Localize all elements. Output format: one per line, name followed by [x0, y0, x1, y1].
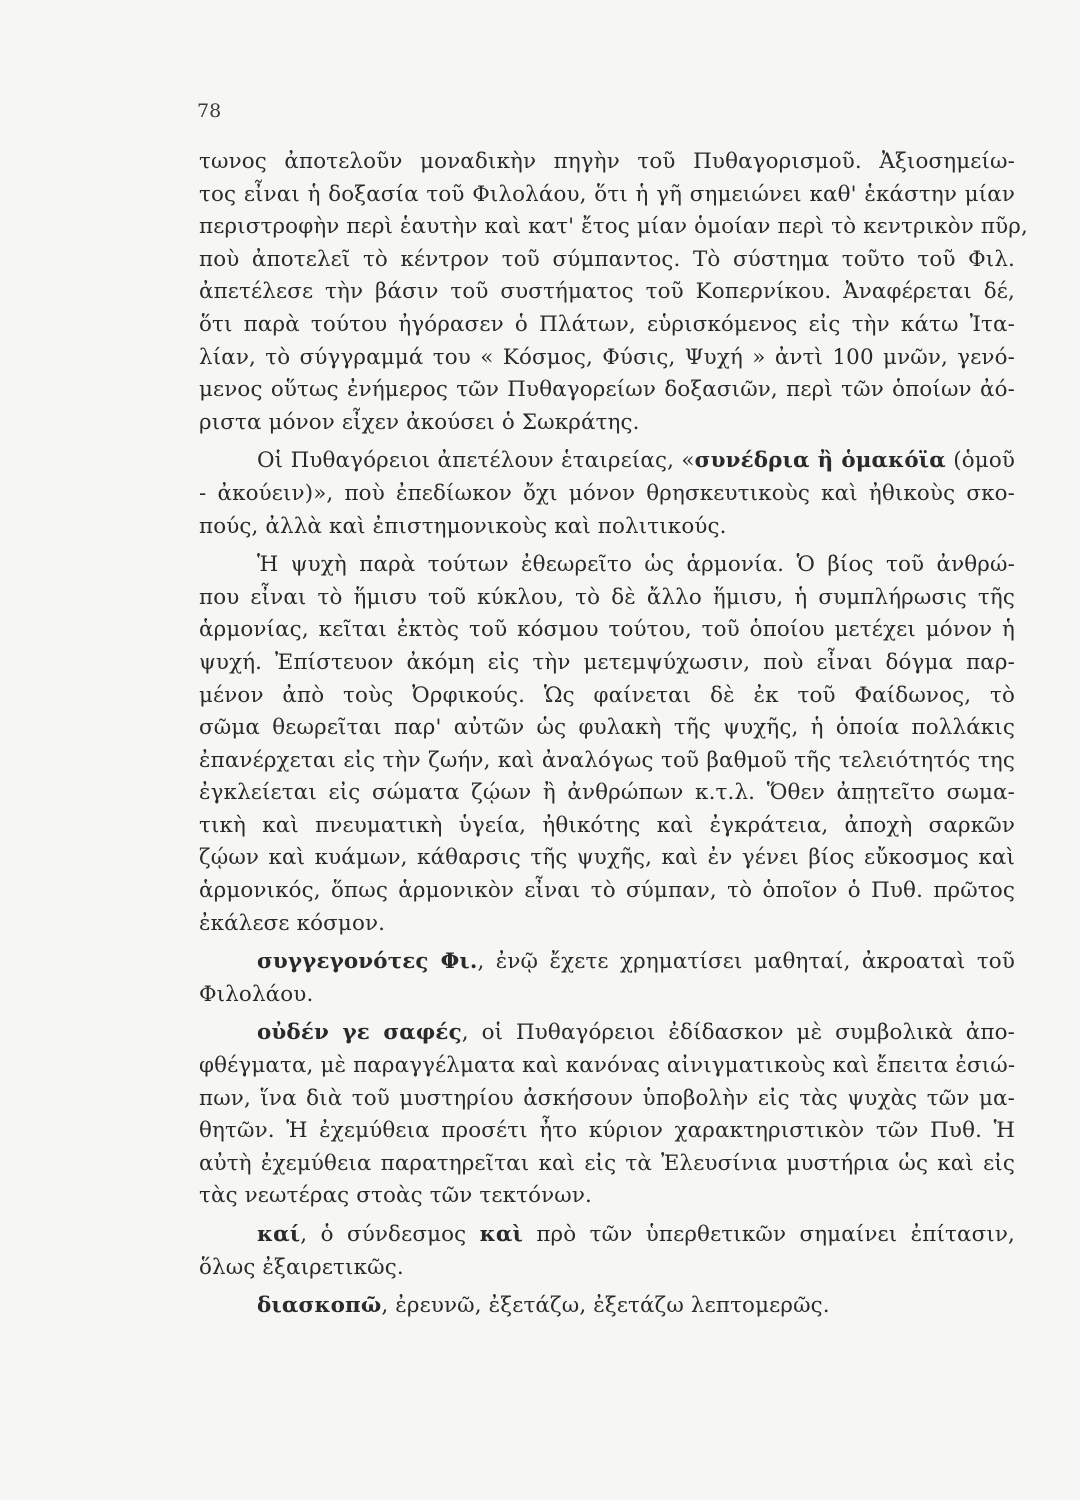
text-fragment: , οἱ Πυθαγόρειοι ἐδίδασκον μὲ συμβολικὰ ἀπο-	[461, 1020, 1015, 1046]
text-body	[199, 146, 1028, 1323]
text-fragment: πρὸ τῶν ὑπερθετικῶν σημαίνει ἐπίτασιν,	[522, 1222, 1015, 1247]
paragraph-2	[199, 445, 1015, 543]
text-line: ἁρμονικός, ὅπως ἁρμονικὸν εἶναι τὸ σύμπαν, τὸ ὁποῖον ὁ Πυθ. πρῶτος	[199, 878, 1015, 904]
text-line: ἐγκλείεται εἰς σώματα ζῴων ἢ ἀνθρώπων κ.τ.λ. Ὅθεν ἀπῃτεῖτο σωμα-	[199, 780, 1015, 806]
text-line: τωνος ἀποτελοῦν μοναδικὴν πηγὴν τοῦ Πυθαγορισμοῦ. Ἀξιοσημείω-	[199, 149, 1015, 174]
text-line: ποὺ ἀποτελεῖ τὸ κέντρον τοῦ σύμπαντος. Τὸ σύστημα τοῦτο τοῦ Φιλ.	[199, 246, 1015, 272]
text-line	[199, 946, 1015, 979]
bold-term: οὐδέν γε σαφές	[257, 1020, 462, 1046]
paragraph-7	[199, 1290, 1015, 1323]
text-fragment: (ὁμοῦ	[945, 448, 1015, 474]
bold-term: καὶ	[479, 1222, 523, 1247]
paragraph-4	[199, 946, 1015, 1011]
text-line: τικὴ καὶ πνευματικὴ ὑγεία, ἠθικότης καὶ ἐγκράτεια, ἀποχὴ σαρκῶν	[199, 812, 1015, 838]
text-line: ἐπανέρχεται εἰς τὴν ζωήν, καὶ ἀναλόγως τοῦ βαθμοῦ τῆς τελειότητός της	[199, 747, 1015, 773]
page-number: 78	[197, 100, 222, 122]
text-line: που εἶναι τὸ ἥμισυ τοῦ κύκλου, τὸ δὲ ἄλλο ἥμισυ, ἡ συμπλήρωσις τῆς	[199, 584, 1015, 610]
text-line: λίαν, τὸ σύγγραμμά του « Κόσμος, Φύσις, Ψυχή » ἀντὶ 100 μνῶν, γενό-	[199, 344, 1015, 370]
text-line: μενος οὕτως ἐνήμερος τῶν Πυθαγορείων δοξασιῶν, περὶ τῶν ὁποίων ἀό-	[199, 377, 1015, 403]
paragraph-5	[199, 1017, 1015, 1213]
text-line: ψυχή. Ἐπίστευον ἀκόμη εἰς τὴν μετεμψύχωσιν, ποὺ εἶναι δόγμα παρ-	[199, 649, 1015, 675]
text-line: θητῶν. Ἡ ἐχεμύθεια προσέτι ἦτο κύριον χαρακτηριστικὸν τῶν Πυθ. Ἡ	[199, 1118, 1015, 1144]
text-line: ἀπετέλεσε τὴν βάσιν τοῦ συστήματος τοῦ Κοπερνίκου. Ἀναφέρεται δέ,	[199, 279, 1015, 305]
text-fragment: , ὁ σύνδεσμος	[300, 1222, 480, 1247]
bold-term: καί	[257, 1222, 301, 1247]
text-fragment: Οἱ Πυθαγόρειοι ἀπετέλουν ἑταιρείας, «	[257, 448, 695, 474]
text-line	[199, 1219, 1015, 1252]
text-line: Ἡ ψυχὴ παρὰ τούτων ἐθεωρεῖτο ὡς ἁρμονία. Ὁ βίος τοῦ ἀνθρώ-	[257, 552, 1015, 578]
text-line: ριστα μόνον εἶχεν ἀκούσει ὁ Σωκράτης.	[199, 409, 640, 435]
text-line: περιστροφὴν περὶ ἑαυτὴν καὶ κατ' ἔτος μίαν ὁμοίαν περὶ τὸ κεντρικὸν πῦρ,	[199, 214, 1028, 240]
text-line	[199, 1017, 1015, 1050]
text-line: ὅλως ἐξαιρετικῶς.	[199, 1254, 404, 1280]
text-line	[199, 445, 1015, 478]
bold-term: συνέδρια ἢ ὁμακόϊα	[694, 448, 946, 474]
text-line: ἐκάλεσε κόσμον.	[199, 910, 386, 936]
paragraph-1	[199, 146, 1028, 439]
text-line: ἁρμονίας, κεῖται ἐκτὸς τοῦ κόσμου τούτου, τοῦ ὁποίου μετέχει μόνον ἡ	[199, 617, 1015, 643]
text-fragment: , ἐρευνῶ, ἐξετάζω, ἐξετάζω λεπτομερῶς.	[381, 1293, 830, 1319]
text-line: Φιλολάου.	[199, 981, 314, 1007]
bold-term: συγγεγονότες Φι.	[257, 949, 478, 975]
text-line: πούς, ἀλλὰ καὶ ἐπιστημονικοὺς καὶ πολιτικούς.	[199, 513, 727, 539]
text-line: - ἀκούειν)», ποὺ ἐπεδίωκον ὄχι μόνον θρησκευτικοὺς καὶ ἠθικοὺς σκο-	[199, 480, 1015, 506]
text-line: πων, ἵνα διὰ τοῦ μυστηρίου ἀσκήσουν ὑποβολὴν εἰς τὰς ψυχὰς τῶν μα-	[199, 1085, 1015, 1111]
paragraph-3	[199, 549, 1015, 940]
text-line: τος εἶναι ἡ δοξασία τοῦ Φιλολάου, ὅτι ἡ γῆ σημειώνει καθ' ἑκάστην μίαν	[199, 181, 1015, 207]
text-line: μένον ἀπὸ τοὺς Ὀρφικούς. Ὡς φαίνεται δὲ ἐκ τοῦ Φαίδωνος, τὸ	[199, 682, 1015, 708]
text-line: φθέγματα, μὲ παραγγέλματα καὶ κανόνας αἰνιγματικοὺς καὶ ἔπειτα ἐσιώ-	[199, 1053, 1016, 1079]
text-line: ὅτι παρὰ τούτου ἠγόρασεν ὁ Πλάτων, εὑρισκόμενος εἰς τὴν κάτω Ἰτα-	[199, 311, 1015, 337]
paragraph-6	[199, 1219, 1015, 1284]
text-line	[199, 1290, 1015, 1323]
text-line: ζῴων καὶ κυάμων, κάθαρσις τῆς ψυχῆς, καὶ ἐν γένει βίος εὔκοσμος καὶ	[199, 845, 1015, 871]
bold-term: διασκοπῶ	[257, 1293, 382, 1319]
text-line: σῶμα θεωρεῖται παρ' αὐτῶν ὡς φυλακὴ τῆς ψυχῆς, ἡ ὁποία πολλάκις	[199, 715, 1015, 741]
text-fragment: , ἐνῷ ἔχετε χρηματίσει μαθηταί, ἀκροαταὶ τοῦ	[477, 949, 1015, 975]
text-line: τὰς νεωτέρας στοὰς τῶν τεκτόνων.	[199, 1183, 592, 1209]
text-line: αὐτὴ ἐχεμύθεια παρατηρεῖται καὶ εἰς τὰ Ἐλευσίνια μυστήρια ὡς καὶ εἰς	[199, 1150, 1015, 1176]
